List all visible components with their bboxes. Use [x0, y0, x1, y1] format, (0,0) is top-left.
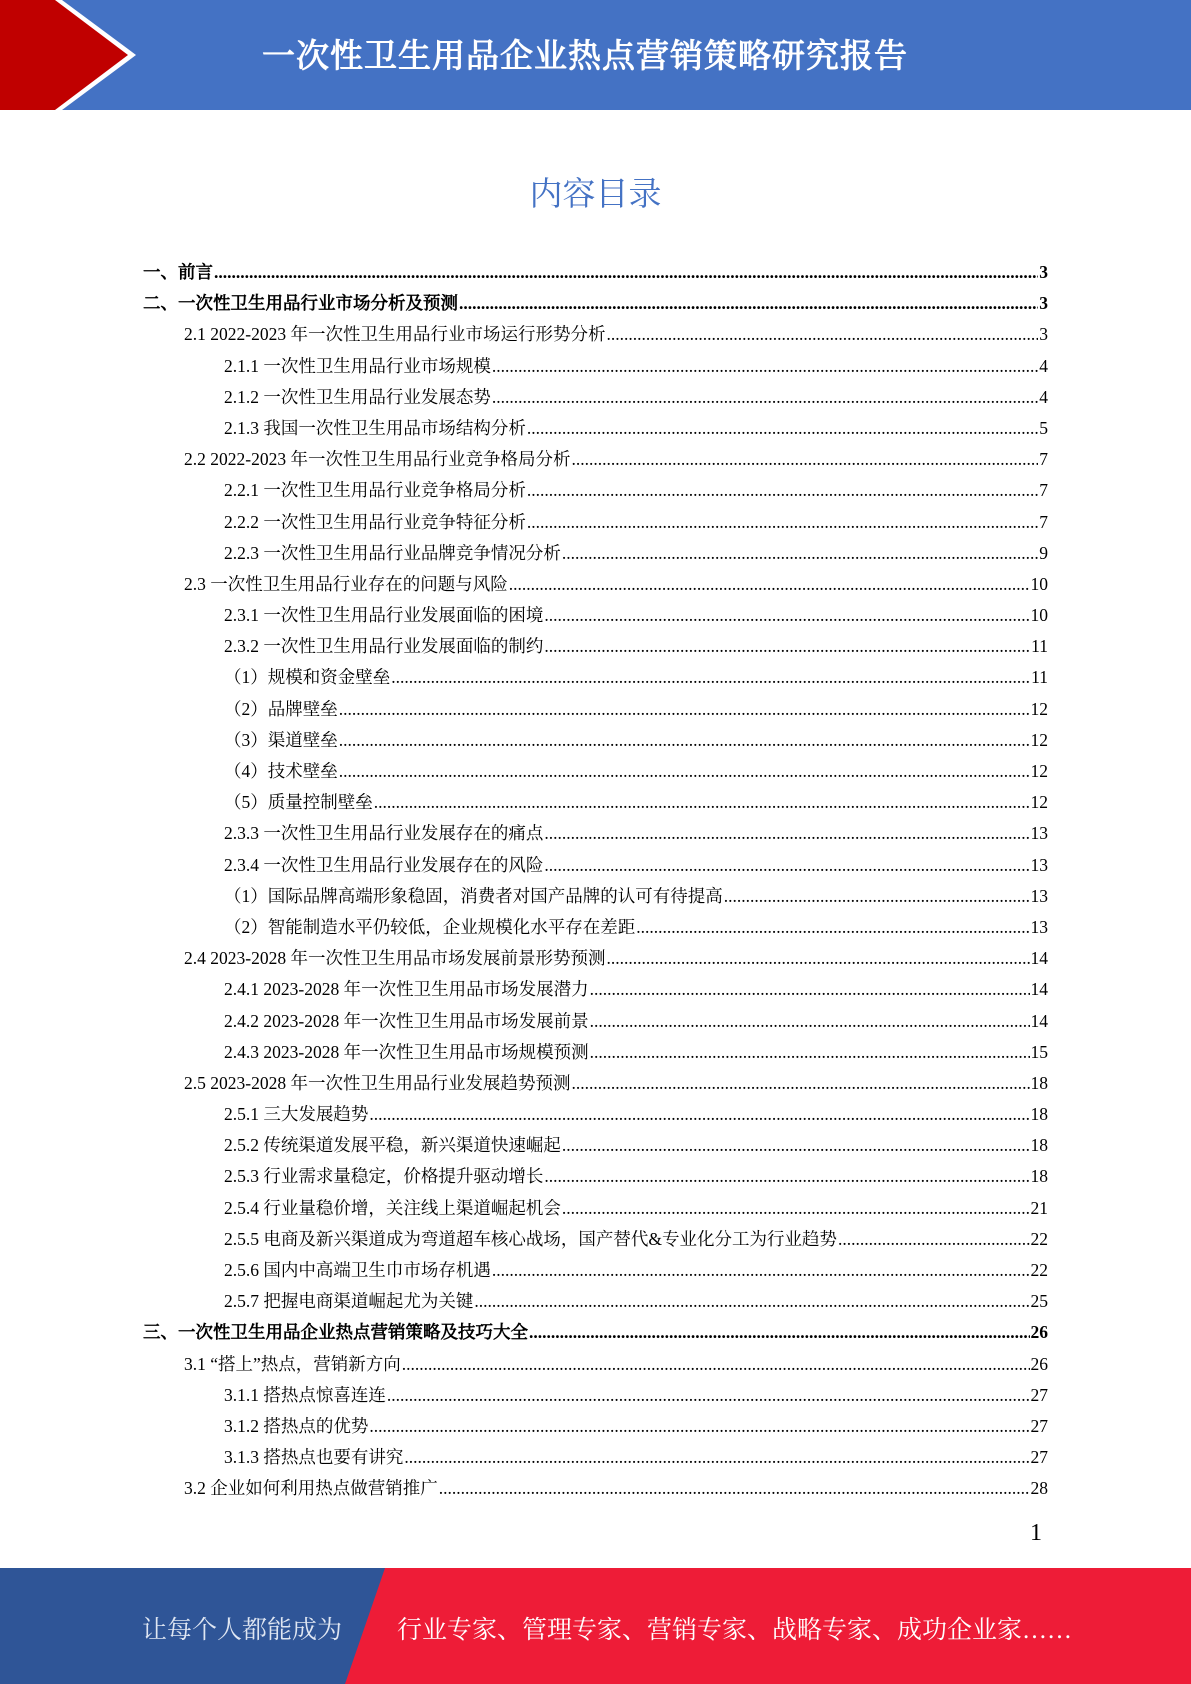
toc-entry[interactable] [143, 1161, 1048, 1192]
toc-entry-page: 14 [1030, 1010, 1048, 1031]
toc-entry-title: 2.5.6 国内中高端卫生巾市场存机遇 [224, 1260, 491, 1280]
toc-entry-page: 4 [1039, 355, 1048, 376]
toc-entry-page: 25 [1030, 1291, 1048, 1312]
toc-leader-dots [544, 1161, 1029, 1192]
toc-leader-dots [571, 1068, 1029, 1099]
toc-entry-page: 10 [1030, 573, 1048, 594]
toc-leader-dots [439, 1473, 1030, 1504]
toc-entry[interactable] [143, 1255, 1048, 1286]
toc-entry-title: 2.4.2 2023-2028 年一次性卫生用品市场发展前景 [224, 1010, 589, 1031]
toc-entry-page: 3 [1039, 293, 1048, 314]
toc-entry[interactable] [143, 1193, 1048, 1224]
toc-entry-page: 4 [1039, 386, 1048, 407]
toc-entry-page: 14 [1030, 979, 1048, 1000]
toc-entry-page: 7 [1039, 511, 1048, 532]
toc-leader-dots [509, 569, 1030, 600]
toc-leader-dots [544, 850, 1029, 881]
toc-leader-dots [374, 787, 1030, 818]
toc-entry[interactable] [143, 943, 1048, 974]
toc-entry[interactable] [143, 1037, 1048, 1068]
toc-entry-page: 11 [1031, 636, 1048, 657]
toc-entry-page: 13 [1030, 854, 1048, 875]
toc-entry[interactable] [143, 662, 1048, 693]
toc-entry[interactable] [143, 507, 1048, 538]
toc-entry-title: （4）技术壁垒 [224, 761, 338, 781]
toc-entry-page: 18 [1030, 1072, 1048, 1093]
toc-entry-page: 27 [1030, 1447, 1048, 1468]
toc-entry-title: 3.2 企业如何利用热点做营销推广 [184, 1478, 438, 1499]
toc-entry-title: 2.5 2023-2028 年一次性卫生用品行业发展趋势预测 [184, 1072, 571, 1093]
toc-entry-title: 2.1.1 一次性卫生用品行业市场规模 [224, 355, 491, 376]
toc-entry-title: 二、一次性卫生用品行业市场分析及预测 [143, 293, 458, 314]
toc-entry-page: 26 [1030, 1353, 1048, 1374]
toc-entry-title: （3）渠道壁垒 [224, 729, 338, 750]
toc-entry-page: 18 [1030, 1135, 1048, 1156]
toc-entry-title: 2.2 2022-2023 年一次性卫生用品行业竞争格局分析 [184, 449, 571, 470]
toc-entry[interactable] [143, 1130, 1048, 1161]
toc-entry-title: 2.1.2 一次性卫生用品行业发展态势 [224, 386, 491, 407]
toc-entry-title: 2.5.2 传统渠道发展平稳，新兴渠道快速崛起 [224, 1135, 561, 1156]
toc-entry-page: 7 [1039, 480, 1048, 501]
report-title: 一次性卫生用品企业热点营销策略研究报告 [262, 36, 908, 75]
toc-leader-dots [636, 912, 1029, 943]
toc-entry-title: 3.1.1 搭热点惊喜连连 [224, 1384, 386, 1405]
toc-entry-title: （1）国际品牌高端形象稳固，消费者对国产品牌的认可有待提高 [224, 885, 723, 906]
toc-leader-dots [544, 600, 1029, 631]
toc-entry-title: 2.5.4 行业量稳价增，关注线上渠道崛起机会 [224, 1197, 561, 1218]
page-number: 1 [1030, 1520, 1042, 1546]
toc-entry-title: 2.4 2023-2028 年一次性卫生用品市场发展前景形势预测 [184, 948, 606, 969]
toc-entry-page: 28 [1030, 1478, 1048, 1499]
toc-entry-title: （2）智能制造水平仍较低，企业规模化水平存在差距 [224, 916, 636, 937]
toc-leader-dots [474, 1286, 1029, 1317]
toc-leader-dots [492, 351, 1038, 382]
footer-slogan-left: 让每个人都能成为 [142, 1617, 343, 1644]
toc-entry-page: 12 [1030, 792, 1048, 813]
toc-entry[interactable] [143, 413, 1048, 444]
toc-entry-page: 12 [1030, 729, 1048, 750]
page-header [0, 0, 1191, 110]
toc-entry-page: 11 [1031, 667, 1048, 688]
toc-entry-title: 2.1 2022-2023 年一次性卫生用品行业市场运行形势分析 [184, 324, 606, 345]
toc-entry[interactable] [143, 631, 1048, 662]
toc-entry-page: 18 [1030, 1166, 1048, 1187]
toc-leader-dots [590, 1006, 1030, 1037]
toc-leader-dots [590, 974, 1030, 1005]
toc-entry[interactable] [143, 1380, 1048, 1411]
toc-entry[interactable] [143, 1224, 1048, 1255]
toc-entry[interactable] [143, 1473, 1048, 1504]
toc-heading: 内容目录 [529, 174, 662, 213]
toc-entry-page: 21 [1030, 1197, 1048, 1218]
toc-entry-page: 22 [1030, 1228, 1048, 1249]
toc-entry-page: 27 [1030, 1415, 1048, 1436]
toc-entry[interactable] [143, 475, 1048, 506]
toc-entry-title: 2.5.5 电商及新兴渠道成为弯道超车核心战场，国产替代&专业化分工为行业趋势 [224, 1228, 837, 1249]
toc-entry[interactable] [143, 382, 1048, 413]
toc-leader-dots [606, 319, 1038, 350]
toc-leader-dots [214, 257, 1038, 288]
toc-leader-dots [724, 881, 1030, 912]
toc-entry[interactable] [143, 818, 1048, 849]
toc-leader-dots [492, 382, 1038, 413]
toc-leader-dots [527, 413, 1038, 444]
toc-entry[interactable] [143, 288, 1048, 319]
toc-entry[interactable] [143, 1411, 1048, 1442]
toc-entry-page: 5 [1039, 417, 1048, 438]
toc-entry-page: 15 [1030, 1041, 1048, 1062]
toc-entry[interactable] [143, 538, 1048, 569]
toc-leader-dots [562, 538, 1038, 569]
toc-entry[interactable] [143, 850, 1048, 881]
toc-entry[interactable] [143, 1068, 1048, 1099]
toc-entry-title: 2.5.7 把握电商渠道崛起尤为关键 [224, 1291, 474, 1312]
toc-leader-dots [369, 1411, 1029, 1442]
toc-entry-page: 22 [1030, 1260, 1048, 1280]
toc-entry-page: 10 [1030, 605, 1048, 626]
toc-entry[interactable] [143, 1442, 1048, 1473]
toc-entry-page: 7 [1039, 449, 1048, 470]
toc-entry-page: 26 [1030, 1322, 1048, 1343]
toc-entry-page: 3 [1039, 324, 1048, 345]
chevron-decoration-icon [0, 0, 150, 110]
toc-leader-dots [369, 1099, 1029, 1130]
toc-leader-dots [571, 444, 1038, 475]
toc-entry-title: 2.2.2 一次性卫生用品行业竞争特征分析 [224, 511, 526, 532]
table-of-contents [143, 257, 1048, 1505]
toc-leader-dots [590, 1037, 1030, 1068]
toc-entry[interactable] [143, 1286, 1048, 1317]
toc-entry-page: 14 [1030, 948, 1048, 969]
toc-leader-dots [391, 662, 1030, 693]
toc-entry[interactable] [143, 444, 1048, 475]
toc-entry[interactable] [143, 1317, 1048, 1348]
toc-leader-dots [562, 1193, 1030, 1224]
toc-entry-title: 3.1.3 搭热点也要有讲究 [224, 1447, 404, 1468]
toc-entry-page: 27 [1030, 1384, 1048, 1405]
toc-entry-title: 2.3.2 一次性卫生用品行业发展面临的制约 [224, 636, 544, 657]
toc-leader-dots [339, 756, 1030, 787]
toc-leader-dots [562, 1130, 1030, 1161]
toc-entry-title: 2.1.3 我国一次性卫生用品市场结构分析 [224, 417, 526, 438]
toc-entry[interactable] [143, 974, 1048, 1005]
toc-entry[interactable] [143, 1099, 1048, 1130]
toc-leader-dots [544, 631, 1030, 662]
toc-entry-title: 2.4.3 2023-2028 年一次性卫生用品市场规模预测 [224, 1041, 589, 1062]
toc-leader-dots [387, 1380, 1030, 1411]
toc-entry[interactable] [143, 600, 1048, 631]
toc-entry[interactable] [143, 257, 1048, 288]
toc-entry-page: 18 [1030, 1104, 1048, 1125]
toc-entry[interactable] [143, 881, 1048, 912]
toc-entry[interactable] [143, 787, 1048, 818]
toc-leader-dots [529, 1317, 1030, 1348]
page-footer [0, 1568, 1191, 1684]
toc-entry-page: 9 [1039, 542, 1048, 563]
toc-leader-dots [402, 1349, 1030, 1380]
toc-leader-dots [838, 1224, 1030, 1255]
toc-entry-title: （2）品牌壁垒 [224, 698, 338, 719]
toc-leader-dots [492, 1255, 1030, 1286]
toc-leader-dots [339, 725, 1030, 756]
toc-leader-dots [606, 943, 1029, 974]
toc-leader-dots [527, 507, 1038, 538]
toc-entry-title: 2.3.4 一次性卫生用品行业发展存在的风险 [224, 854, 544, 875]
toc-entry-title: 2.3.1 一次性卫生用品行业发展面临的困境 [224, 605, 544, 626]
toc-entry-title: 一、前言 [143, 262, 213, 282]
toc-entry-title: （5）质量控制壁垒 [224, 792, 373, 813]
toc-leader-dots [527, 475, 1038, 506]
toc-entry-page: 13 [1030, 885, 1048, 906]
toc-leader-dots [339, 694, 1030, 725]
toc-entry-title: 3.1.2 搭热点的优势 [224, 1415, 369, 1436]
toc-leader-dots [459, 288, 1038, 319]
toc-entry-page: 3 [1039, 262, 1048, 282]
toc-entry-page: 13 [1030, 916, 1048, 937]
toc-entry-page: 12 [1030, 698, 1048, 719]
toc-entry[interactable] [143, 725, 1048, 756]
toc-entry[interactable] [143, 569, 1048, 600]
footer-slogan-right: 行业专家、管理专家、营销专家、战略专家、成功企业家…… [397, 1617, 1073, 1644]
toc-entry-title: 2.4.1 2023-2028 年一次性卫生用品市场发展潜力 [224, 979, 589, 1000]
toc-entry-page: 13 [1030, 823, 1048, 844]
toc-entry-title: 2.5.3 行业需求量稳定，价格提升驱动增长 [224, 1166, 544, 1187]
toc-entry-title: 2.3 一次性卫生用品行业存在的问题与风险 [184, 573, 508, 594]
toc-leader-dots [404, 1442, 1029, 1473]
toc-entry[interactable] [143, 1349, 1048, 1380]
toc-leader-dots [544, 818, 1029, 849]
toc-entry-page: 12 [1030, 761, 1048, 781]
toc-entry-title: 2.2.1 一次性卫生用品行业竞争格局分析 [224, 480, 526, 501]
toc-entry[interactable] [143, 351, 1048, 382]
toc-entry-title: （1）规模和资金壁垒 [224, 667, 391, 688]
toc-entry[interactable] [143, 319, 1048, 350]
toc-entry-title: 2.3.3 一次性卫生用品行业发展存在的痛点 [224, 823, 544, 844]
toc-entry-title: 3.1 “搭上”热点，营销新方向 [184, 1353, 401, 1374]
toc-entry-title: 2.5.1 三大发展趋势 [224, 1104, 369, 1125]
toc-entry-title: 三、一次性卫生用品企业热点营销策略及技巧大全 [143, 1322, 528, 1343]
toc-entry[interactable] [143, 1006, 1048, 1037]
toc-entry[interactable] [143, 912, 1048, 943]
toc-entry[interactable] [143, 756, 1048, 787]
toc-entry[interactable] [143, 694, 1048, 725]
toc-entry-title: 2.2.3 一次性卫生用品行业品牌竞争情况分析 [224, 542, 561, 563]
